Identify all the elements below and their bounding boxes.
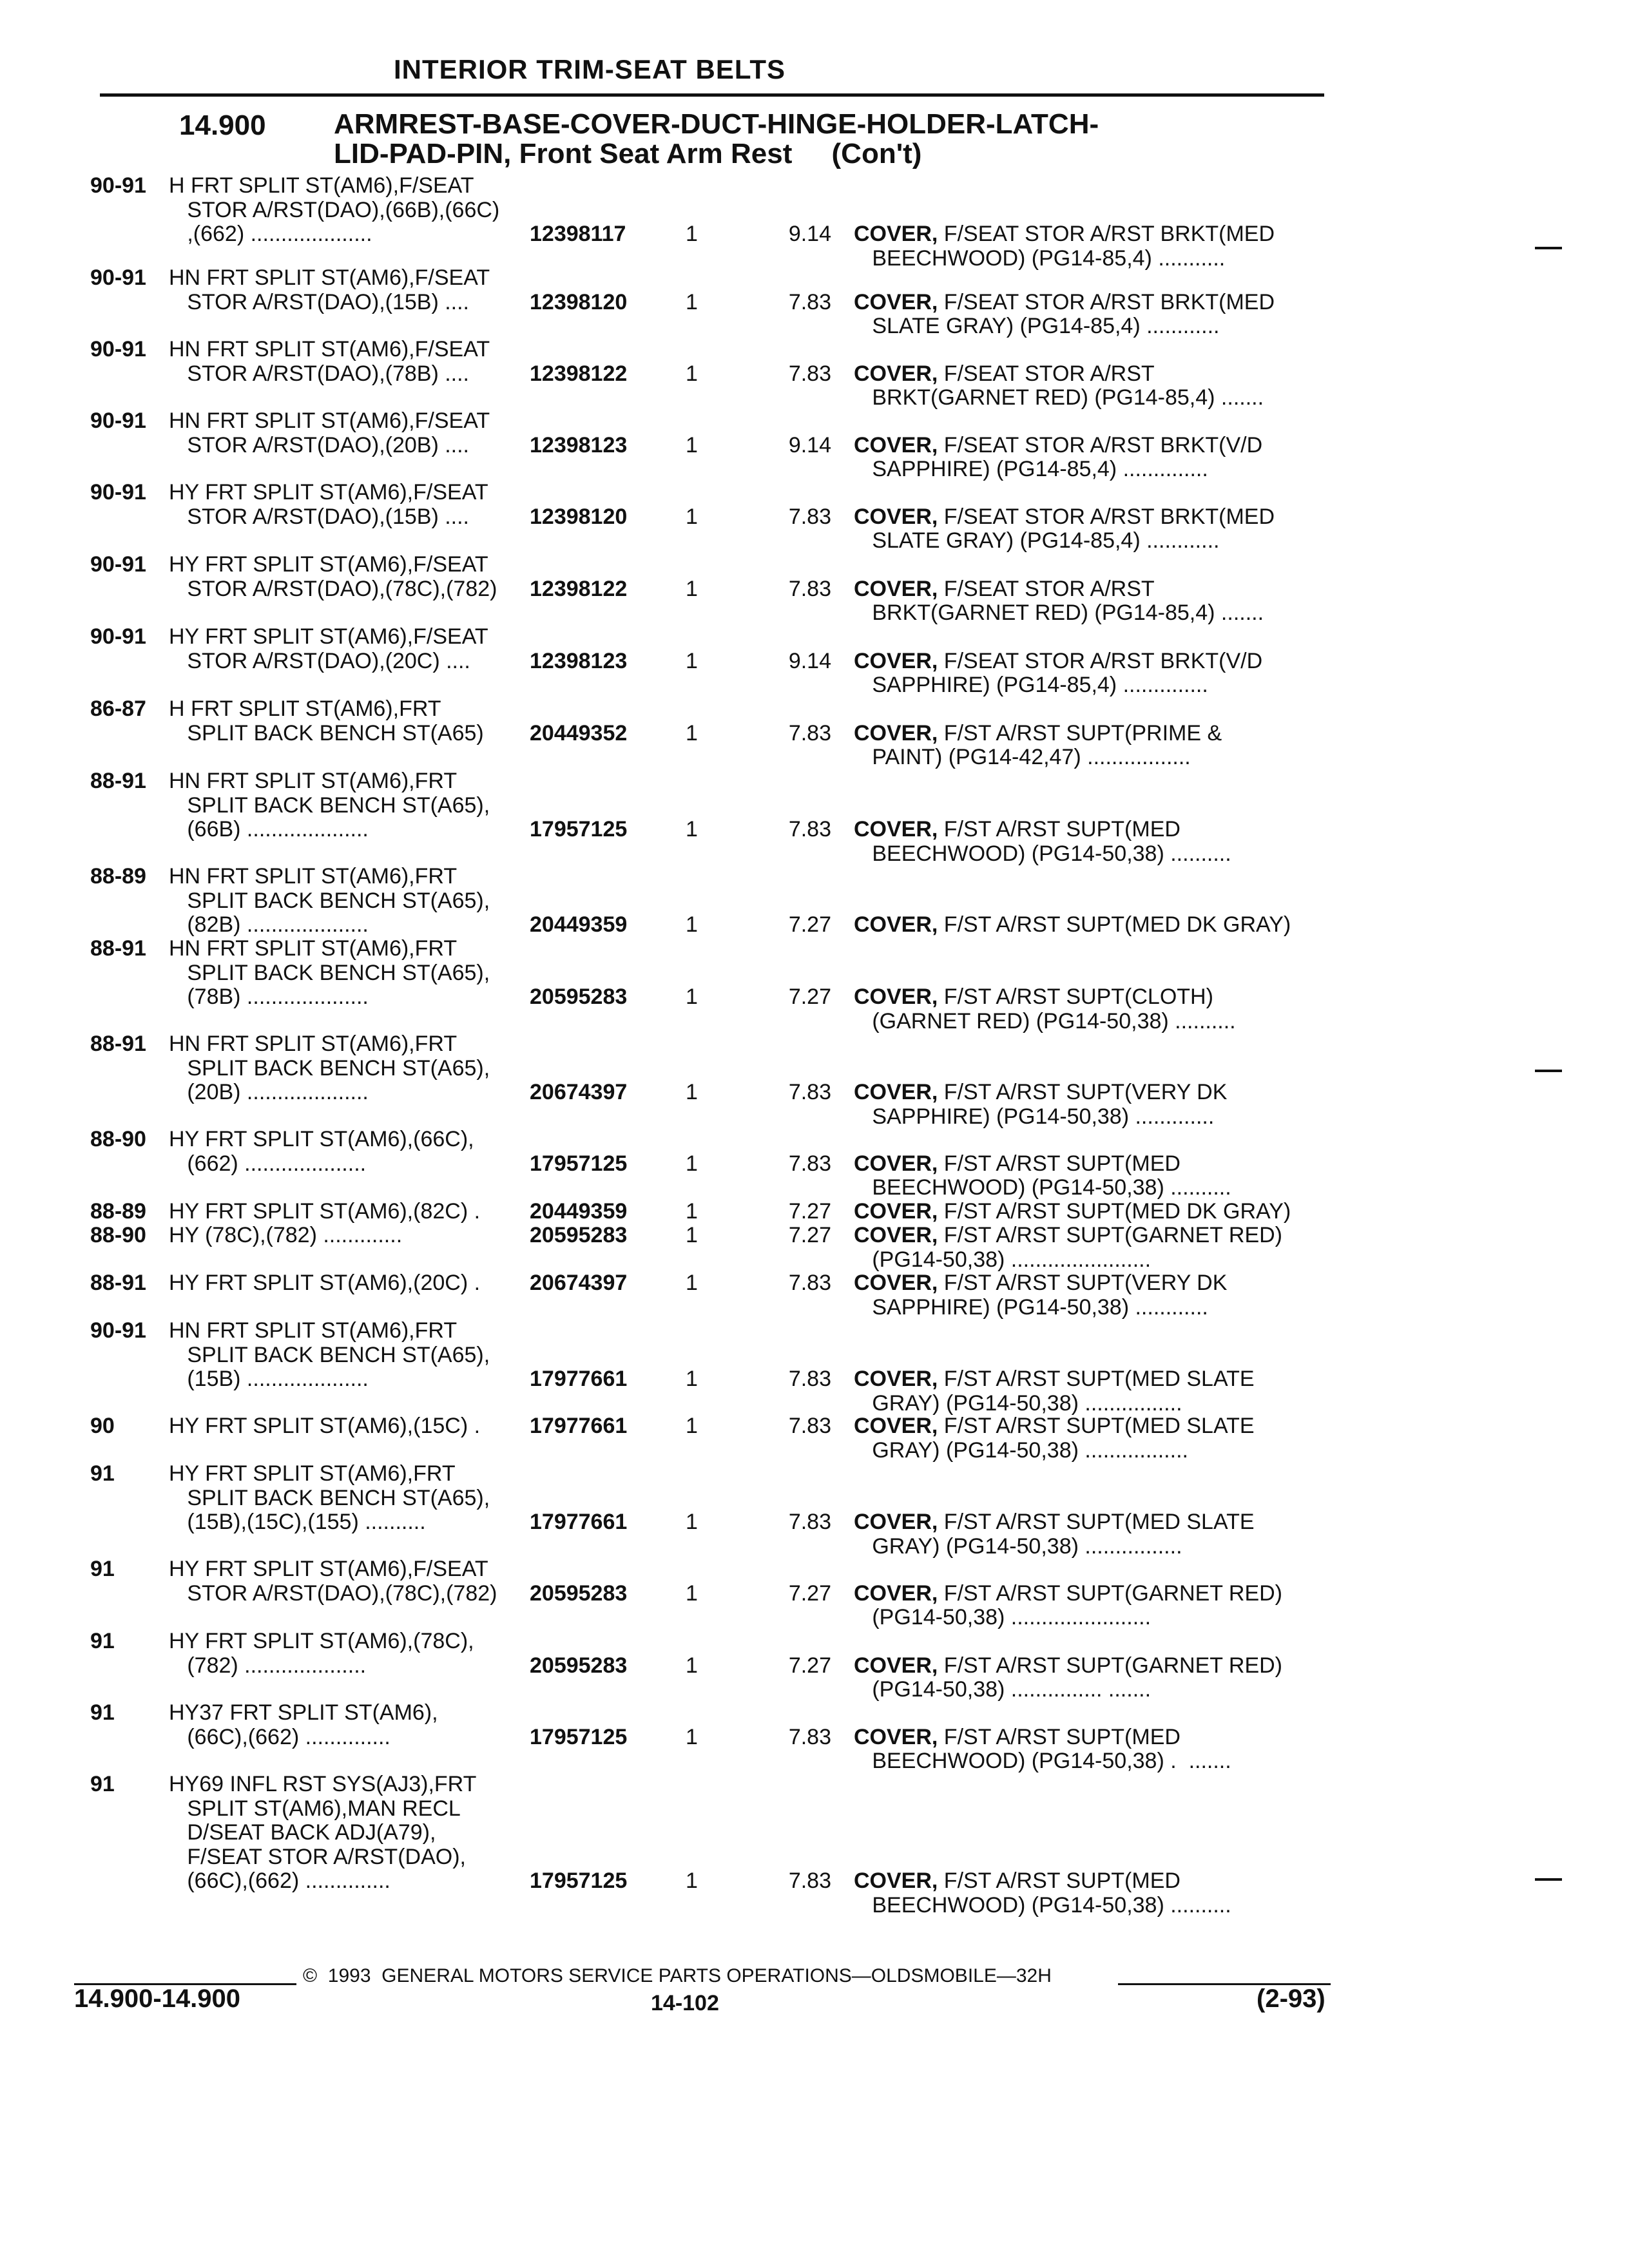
part-name: COVER, xyxy=(854,1199,938,1224)
year-code: 90-91 xyxy=(90,480,146,505)
price: 7.27 xyxy=(788,1223,831,1247)
part-detail: F/ST A/RST SUPT(VERY DK SAPPHIRE) (PG14-50,38) ............. xyxy=(872,1080,1228,1129)
price: 7.27 xyxy=(788,1581,831,1606)
part-description xyxy=(854,1510,1255,1559)
part-number: 12398122 xyxy=(530,576,628,601)
application-description: HY37 FRT SPLIT ST(AM6), (66C),(662) .............. xyxy=(169,1700,438,1749)
application-description: HN FRT SPLIT ST(AM6),FRT SPLIT BACK BENCH ST(A65), (15B) .................... xyxy=(169,1318,490,1391)
part-number: 20595283 xyxy=(530,1223,628,1247)
part-detail: F/ST A/RST SUPT(MED DK GRAY) xyxy=(938,1199,1291,1224)
quantity: 1 xyxy=(686,1653,698,1678)
quantity: 1 xyxy=(686,985,698,1009)
year-code: 88-91 xyxy=(90,936,146,961)
price: 7.83 xyxy=(788,576,831,601)
price: 7.83 xyxy=(788,504,831,529)
part-number: 20595283 xyxy=(530,985,628,1009)
part-name: COVER, xyxy=(854,1080,938,1104)
quantity: 1 xyxy=(686,1869,698,1893)
price: 7.83 xyxy=(788,1271,831,1295)
part-description xyxy=(854,1224,1282,1272)
part-number: 12398120 xyxy=(530,289,628,314)
part-number: 12398123 xyxy=(530,432,628,457)
section-number: 14.900 xyxy=(179,110,266,141)
year-code: 91 xyxy=(90,1557,115,1581)
part-number: 12398123 xyxy=(530,648,628,673)
application-description: HY FRT SPLIT ST(AM6),F/SEAT STOR A/RST(DAO),(78C),(782) xyxy=(169,552,497,601)
application-description: HN FRT SPLIT ST(AM6),F/SEAT STOR A/RST(DAO),(15B) .... xyxy=(169,265,490,314)
part-number: 17957125 xyxy=(530,1724,628,1749)
year-code: 91 xyxy=(90,1629,115,1653)
quantity: 1 xyxy=(686,361,698,386)
application-description: HN FRT SPLIT ST(AM6),FRT SPLIT BACK BENCH ST(A65), (66B) .................... xyxy=(169,769,490,841)
quantity: 1 xyxy=(686,1581,698,1606)
application-description: HY FRT SPLIT ST(AM6),FRT SPLIT BACK BENCH ST(A65), (15B),(15C),(155) .......... xyxy=(169,1461,490,1534)
year-code: 91 xyxy=(90,1772,115,1796)
part-name: COVER, xyxy=(854,432,938,457)
part-number: 20595283 xyxy=(530,1581,628,1606)
price: 7.83 xyxy=(788,361,831,386)
application-description: HN FRT SPLIT ST(AM6),FRT SPLIT BACK BENCH ST(A65), (20B) .................... xyxy=(169,1032,490,1104)
application-description: HY FRT SPLIT ST(AM6),F/SEAT STOR A/RST(DAO),(20C) .... xyxy=(169,624,488,673)
application-description: HY FRT SPLIT ST(AM6),F/SEAT STOR A/RST(DAO),(15B) .... xyxy=(169,480,488,529)
quantity: 1 xyxy=(686,648,698,673)
part-name: COVER, xyxy=(854,1271,938,1295)
quantity: 1 xyxy=(686,1510,698,1534)
part-name: COVER, xyxy=(854,1223,938,1247)
part-detail: F/ST A/RST SUPT(MED DK GRAY) xyxy=(938,912,1291,937)
part-name: COVER, xyxy=(854,1653,938,1678)
part-detail: F/ST A/RST SUPT(MED BEECHWOOD) (PG14-50,38) .......... xyxy=(872,1151,1231,1200)
price: 7.27 xyxy=(788,912,831,937)
part-detail: F/SEAT STOR A/RST BRKT(MED SLATE GRAY) (PG14-85,4) ............ xyxy=(872,289,1275,338)
application-description: HY FRT SPLIT ST(AM6),(15C) . xyxy=(169,1414,481,1438)
part-description xyxy=(854,434,1262,482)
application-description: HY FRT SPLIT ST(AM6),F/SEAT STOR A/RST(DAO),(78C),(782) xyxy=(169,1557,497,1606)
title-rule xyxy=(100,93,1324,97)
quantity: 1 xyxy=(686,817,698,841)
part-name: COVER, xyxy=(854,1581,938,1606)
quantity: 1 xyxy=(686,504,698,529)
application-description: HN FRT SPLIT ST(AM6),F/SEAT STOR A/RST(DAO),(78B) .... xyxy=(169,337,490,386)
margin-mark xyxy=(1535,1070,1562,1072)
part-description xyxy=(854,722,1222,770)
part-detail: F/SEAT STOR A/RST BRKT(GARNET RED) (PG14-85,4) ....... xyxy=(872,576,1264,625)
part-detail: F/SEAT STOR A/RST BRKT(V/D SAPPHIRE) (PG14-85,4) .............. xyxy=(872,648,1263,697)
page-title: INTERIOR TRIM-SEAT BELTS xyxy=(393,54,786,84)
part-detail: F/SEAT STOR A/RST BRKT(MED BEECHWOOD) (PG14-85,4) ........... xyxy=(872,222,1275,271)
part-detail: F/ST A/RST SUPT(MED BEECHWOOD) (PG14-50,38) .......... xyxy=(872,1869,1231,1917)
quantity: 1 xyxy=(686,576,698,601)
year-code: 90-91 xyxy=(90,408,146,433)
part-detail: F/ST A/RST SUPT(GARNET RED) (PG14-50,38) ....................... xyxy=(872,1223,1282,1272)
part-description xyxy=(854,577,1264,626)
quantity: 1 xyxy=(686,1271,698,1295)
part-name: COVER, xyxy=(854,985,938,1009)
part-description xyxy=(854,1414,1255,1463)
quantity: 1 xyxy=(686,432,698,457)
application-description: HN FRT SPLIT ST(AM6),FRT SPLIT BACK BENCH ST(A65), (78B) .................... xyxy=(169,936,490,1009)
part-number: 12398120 xyxy=(530,504,628,529)
price: 7.83 xyxy=(788,1724,831,1749)
part-description xyxy=(854,291,1275,339)
part-detail: F/ST A/RST SUPT(GARNET RED) (PG14-50,38) ....................... xyxy=(872,1581,1282,1629)
part-detail: F/SEAT STOR A/RST BRKT(V/D SAPPHIRE) (PG14-85,4) .............. xyxy=(872,432,1263,481)
year-code: 91 xyxy=(90,1700,115,1725)
part-number: 17957125 xyxy=(530,1869,628,1893)
application-description: H FRT SPLIT ST(AM6),FRT SPLIT BACK BENCH ST(A65) xyxy=(169,697,484,745)
copyright-notice: © 1993 GENERAL MOTORS SERVICE PARTS OPERATIONS—OLDSMOBILE—32H xyxy=(303,1965,1052,1986)
year-code: 91 xyxy=(90,1461,115,1486)
year-code: 88-91 xyxy=(90,1032,146,1056)
part-detail: F/SEAT STOR A/RST BRKT(GARNET RED) (PG14-85,4) ....... xyxy=(872,361,1264,410)
part-description xyxy=(854,1869,1231,1917)
part-description xyxy=(854,1654,1282,1702)
part-name: COVER, xyxy=(854,361,938,386)
application-description: H FRT SPLIT ST(AM6),F/SEAT STOR A/RST(DAO),(66B),(66C) ,(662) .................... xyxy=(169,173,500,246)
quantity: 1 xyxy=(686,720,698,745)
part-number: 17957125 xyxy=(530,1151,628,1176)
part-name: COVER, xyxy=(854,504,938,529)
application-description: HY FRT SPLIT ST(AM6),(82C) . xyxy=(169,1199,481,1224)
year-code: 88-89 xyxy=(90,1199,146,1224)
margin-mark xyxy=(1535,1878,1562,1881)
quantity: 1 xyxy=(686,289,698,314)
quantity: 1 xyxy=(686,1724,698,1749)
part-detail: F/ST A/RST SUPT(MED BEECHWOOD) (PG14-50,38) . ....... xyxy=(872,1724,1231,1773)
part-description xyxy=(854,1081,1227,1129)
date-code: (2-93) xyxy=(1257,1984,1325,2013)
section-title: ARMREST-BASE-COVER-DUCT-HINGE-HOLDER-LATCH- LID-PAD-PIN, Front Seat Arm Rest (Con't) xyxy=(334,108,1099,169)
part-number: 17977661 xyxy=(530,1367,628,1391)
part-number: 17977661 xyxy=(530,1414,628,1438)
price: 7.83 xyxy=(788,1510,831,1534)
part-detail: F/SEAT STOR A/RST BRKT(MED SLATE GRAY) (PG14-85,4) ............ xyxy=(872,504,1275,553)
price: 7.83 xyxy=(788,817,831,841)
year-code: 88-91 xyxy=(90,1271,146,1295)
page-range: 14.900-14.900 xyxy=(74,1984,241,2013)
price: 7.27 xyxy=(788,1199,831,1224)
price: 7.83 xyxy=(788,1414,831,1438)
price: 7.83 xyxy=(788,289,831,314)
application-description: HY FRT SPLIT ST(AM6),(20C) . xyxy=(169,1271,481,1295)
part-description xyxy=(854,1152,1231,1200)
year-code: 90-91 xyxy=(90,552,146,577)
application-description: HY (78C),(782) ............. xyxy=(169,1223,403,1247)
part-description xyxy=(854,222,1275,271)
price: 7.83 xyxy=(788,1367,831,1391)
price: 9.14 xyxy=(788,648,831,673)
part-name: COVER, xyxy=(854,648,938,673)
part-description xyxy=(854,649,1262,698)
quantity: 1 xyxy=(686,912,698,937)
price: 9.14 xyxy=(788,432,831,457)
part-name: COVER, xyxy=(854,1414,938,1438)
application-description: HY FRT SPLIT ST(AM6),(78C), (782) .................... xyxy=(169,1629,474,1678)
application-description: HN FRT SPLIT ST(AM6),FRT SPLIT BACK BENCH ST(A65), (82B) .................... xyxy=(169,864,490,937)
part-name: COVER, xyxy=(854,1869,938,1893)
margin-mark xyxy=(1535,247,1562,249)
price: 7.83 xyxy=(788,1080,831,1104)
application-description: HY69 INFL RST SYS(AJ3),FRT SPLIT ST(AM6),MAN RECL D/SEAT BACK ADJ(A79), F/SEAT STOR A/RST(DAO), (66C),(662) .............. xyxy=(169,1772,477,1893)
part-detail: F/ST A/RST SUPT(MED SLATE GRAY) (PG14-50,38) ................ xyxy=(872,1510,1255,1559)
year-code: 90-91 xyxy=(90,337,146,361)
year-code: 88-89 xyxy=(90,864,146,889)
part-name: COVER, xyxy=(854,1367,938,1391)
quantity: 1 xyxy=(686,1414,698,1438)
part-detail: F/ST A/RST SUPT(CLOTH) (GARNET RED) (PG14-50,38) .......... xyxy=(872,985,1236,1033)
price: 9.14 xyxy=(788,222,831,246)
year-code: 88-90 xyxy=(90,1127,146,1151)
quantity: 1 xyxy=(686,1080,698,1104)
part-number: 17957125 xyxy=(530,817,628,841)
part-detail: F/ST A/RST SUPT(MED SLATE GRAY) (PG14-50,38) ................. xyxy=(872,1414,1255,1463)
part-number: 12398122 xyxy=(530,361,628,386)
part-description xyxy=(854,985,1236,1033)
price: 7.27 xyxy=(788,985,831,1009)
part-name: COVER, xyxy=(854,289,938,314)
part-number: 20674397 xyxy=(530,1271,628,1295)
quantity: 1 xyxy=(686,222,698,246)
part-description xyxy=(854,1200,1291,1224)
part-name: COVER, xyxy=(854,1151,938,1176)
part-description xyxy=(854,362,1264,410)
application-description: HY FRT SPLIT ST(AM6),(66C), (662) .................... xyxy=(169,1127,474,1176)
year-code: 90 xyxy=(90,1414,115,1438)
part-name: COVER, xyxy=(854,1724,938,1749)
part-number: 17977661 xyxy=(530,1510,628,1534)
price: 7.83 xyxy=(788,1151,831,1176)
part-description xyxy=(854,505,1275,553)
price: 7.27 xyxy=(788,1653,831,1678)
part-description xyxy=(854,1582,1282,1630)
quantity: 1 xyxy=(686,1199,698,1224)
year-code: 86-87 xyxy=(90,697,146,721)
quantity: 1 xyxy=(686,1151,698,1176)
part-detail: F/ST A/RST SUPT(MED BEECHWOOD) (PG14-50,38) .......... xyxy=(872,817,1231,866)
application-description: HN FRT SPLIT ST(AM6),F/SEAT STOR A/RST(DAO),(20B) .... xyxy=(169,408,490,457)
quantity: 1 xyxy=(686,1367,698,1391)
quantity: 1 xyxy=(686,1223,698,1247)
part-detail: F/ST A/RST SUPT(VERY DK SAPPHIRE) (PG14-50,38) ............ xyxy=(872,1271,1228,1320)
part-number: 12398117 xyxy=(530,222,626,246)
part-name: COVER, xyxy=(854,222,938,246)
year-code: 90-91 xyxy=(90,173,146,198)
part-description xyxy=(854,1367,1255,1416)
part-description xyxy=(854,818,1231,866)
part-number: 20674397 xyxy=(530,1080,628,1104)
page-number: 14-102 xyxy=(651,1991,719,2015)
part-name: COVER, xyxy=(854,576,938,601)
part-description xyxy=(854,1725,1231,1774)
year-code: 90-91 xyxy=(90,1318,146,1343)
part-number: 20449352 xyxy=(530,720,628,745)
part-description xyxy=(854,913,1291,937)
part-name: COVER, xyxy=(854,1510,938,1534)
year-code: 90-91 xyxy=(90,265,146,290)
price: 7.83 xyxy=(788,720,831,745)
part-number: 20449359 xyxy=(530,1199,628,1224)
part-number: 20595283 xyxy=(530,1653,628,1678)
part-number: 20449359 xyxy=(530,912,628,937)
part-detail: F/ST A/RST SUPT(MED SLATE GRAY) (PG14-50,38) ................ xyxy=(872,1367,1255,1416)
part-detail: F/ST A/RST SUPT(PRIME & PAINT) (PG14-42,47) ................. xyxy=(872,720,1222,769)
year-code: 88-90 xyxy=(90,1223,146,1247)
year-code: 90-91 xyxy=(90,624,146,649)
part-name: COVER, xyxy=(854,912,938,937)
part-detail: F/ST A/RST SUPT(GARNET RED) (PG14-50,38) ............... ....... xyxy=(872,1653,1282,1702)
year-code: 88-91 xyxy=(90,769,146,793)
part-description xyxy=(854,1271,1227,1320)
part-name: COVER, xyxy=(854,720,938,745)
part-name: COVER, xyxy=(854,817,938,841)
price: 7.83 xyxy=(788,1869,831,1893)
